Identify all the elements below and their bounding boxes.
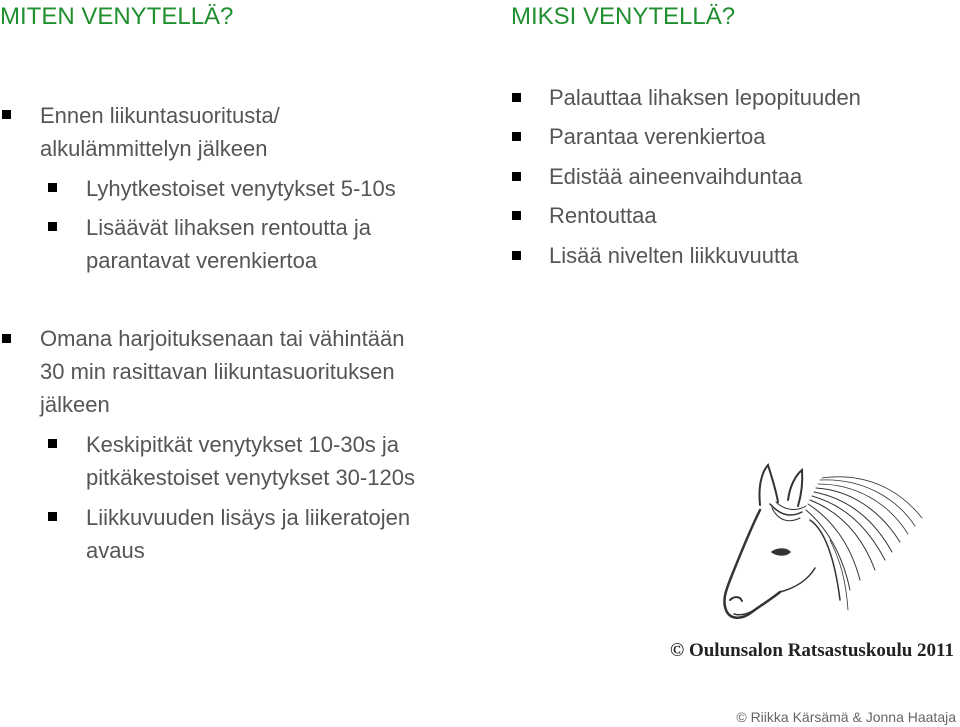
item2-line1: Omana harjoituksenaan tai vähintään — [40, 326, 405, 351]
bullet-icon — [48, 512, 57, 521]
bullet-icon — [2, 110, 11, 119]
item1-sub1-line1: Lyhytkestoiset venytykset 5-10s — [86, 176, 396, 201]
item1-sub2-line1: Lisäävät lihaksen rentoutta ja — [86, 215, 371, 240]
right-item-2: Parantaa verenkiertoa — [549, 124, 766, 149]
right-item-3: Edistää aineenvaihduntaa — [549, 164, 803, 189]
bullet-icon — [48, 439, 57, 448]
item2-sub1-line1: Keskipitkät venytykset 10-30s ja — [86, 432, 400, 457]
right-item-1: Palauttaa lihaksen lepopituuden — [549, 85, 861, 110]
right-item-5: Lisää nivelten liikkuvuutta — [549, 243, 799, 268]
item2-sub2-line1: Liikkuvuuden lisäys ja liikeratojen — [86, 505, 411, 530]
left-heading: MITEN VENYTELLÄ? — [0, 3, 234, 30]
bullet-icon — [48, 222, 57, 231]
right-heading: MIKSI VENYTELLÄ? — [511, 3, 736, 30]
bullet-icon — [512, 251, 521, 260]
item2-line3: jälkeen — [40, 392, 110, 417]
bullet-icon — [2, 334, 11, 343]
item1-line1: Ennen liikuntasuoritusta/ — [40, 103, 280, 128]
item1-sub2-line2: parantavat verenkiertoa — [86, 248, 318, 273]
item2-line2: 30 min rasittavan liikuntasuorituksen — [40, 359, 395, 384]
footer-credit: © Riikka Kärsämä & Jonna Haataja — [736, 709, 956, 725]
bullet-icon — [512, 172, 521, 181]
item2-sub2-line2: avaus — [86, 538, 145, 563]
bullet-icon — [512, 132, 521, 141]
right-item-4: Rentouttaa — [549, 203, 657, 228]
item1-line2: alkulämmittelyn jälkeen — [40, 136, 268, 161]
image-copyright: © Oulunsalon Ratsastuskoulu 2011 — [670, 640, 954, 661]
bullet-icon — [48, 183, 57, 192]
item2-sub1-line2: pitkäkestoiset venytykset 30-120s — [86, 465, 415, 490]
bullet-icon — [512, 211, 521, 220]
bullet-icon — [512, 93, 521, 102]
